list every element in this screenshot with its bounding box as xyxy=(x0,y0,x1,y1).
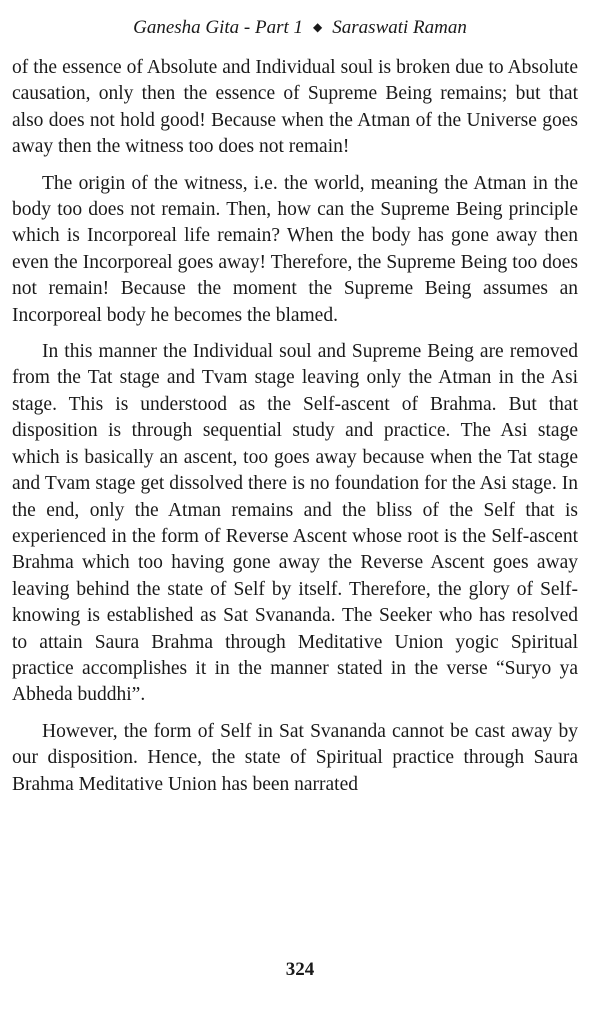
page-number: 324 xyxy=(285,959,315,980)
paragraph-continued: of the essence of Absolute and Individual soul is broken due to Absolute causation, only then the essence of Supreme Being remains; but that also does not hold good! Because when the Atman of the Universe goes away then the witness too does not remain! xyxy=(12,57,578,158)
running-header xyxy=(0,16,600,41)
paragraph: However, the form of Self in Sat Svananda cannot be cast away by our disposition. Hence, the state of Spiritual practice through Saura Brahma Meditative Union has been narrated xyxy=(12,720,578,795)
author-name: Saraswati Raman xyxy=(332,17,467,38)
book-title: Ganesha Gita - Part 1 xyxy=(133,17,304,38)
paragraph: In this manner the Individual soul and Supreme Being are removed from the Tat stage and Tvam stage leaving only the Atman in the Asi stage. This is understood as the Self-ascent of Brahma. But that disposition is through sequential study and practice. The Asi stage which is basically an ascent, too goes away because when the Tat stage and Tvam stage get dissolved there is no foundation for the Asi stage. In the end, only the Atman remains and the bliss of the Self that is experienced in the form of Reverse Ascent whose root is the Self-ascent Brahma which too having gone away the Reverse Ascent goes away leaving behind the state of Self by itself. Therefore, the glory of Self-knowing is established as Sat Svananda. The Seeker who has resolved to attain Saura Brahma through Meditative Union yogic Spiritual practice accomplishes it in the manner stated in the verse “Suryo ya Abheda buddhi”. xyxy=(12,341,578,706)
diamond-separator-icon: ◆ xyxy=(313,20,323,34)
body-text xyxy=(12,55,578,808)
paragraph: The origin of the witness, i.e. the world, meaning the Atman in the body too does not remain. Then, how can the Supreme Being principle which is Incorporeal life remain? When the body has gone away then even the Incorporeal goes away! Therefore, the Supreme Being too does not remain! Because the moment the Supreme Being assumes an Incorporeal body he becomes the blamed. xyxy=(12,172,578,326)
